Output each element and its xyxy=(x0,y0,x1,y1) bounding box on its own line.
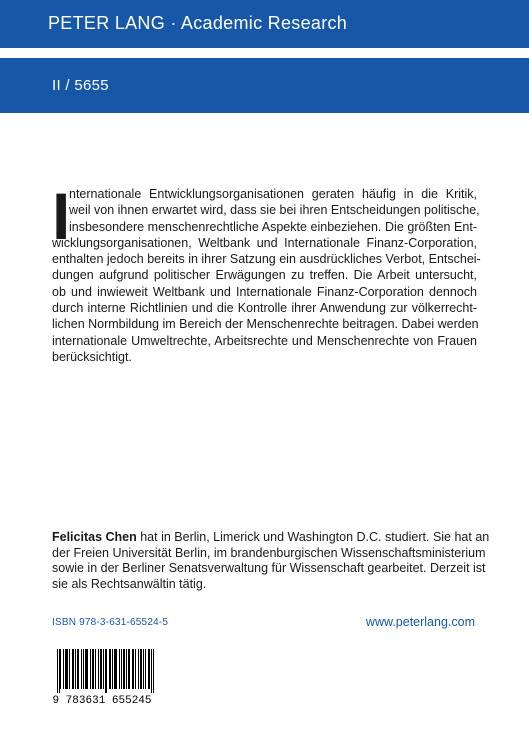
barcode-bar xyxy=(85,649,86,689)
barcode-bar xyxy=(132,649,133,689)
publisher-name: PETER LANG · Academic Research xyxy=(48,13,348,33)
barcode-bar xyxy=(116,649,117,689)
abstract-line: berücksichtigt. xyxy=(52,349,132,364)
barcode-bar xyxy=(81,649,82,689)
barcode-bar xyxy=(100,649,101,689)
barcode-bar xyxy=(65,649,66,689)
barcode-bar xyxy=(112,649,113,689)
barcode-bar xyxy=(119,649,120,689)
barcode-bar xyxy=(128,649,129,689)
barcode-bar xyxy=(105,649,106,693)
header-band xyxy=(0,0,529,48)
barcode-bar xyxy=(106,649,107,693)
barcode-bar xyxy=(140,649,141,689)
barcode-bar xyxy=(103,649,104,689)
abstract-line: dungen aufgrund politischer Erwägungen zu treffen. Die Arbeit untersucht, xyxy=(52,268,477,283)
barcode-bar xyxy=(66,649,67,689)
abstract-line: lichen Normbildung im Bereich der Menschenrechte beitragen. Dabei werden xyxy=(52,317,479,332)
abstract-line: wicklungsorganisationen, Weltbank und Internationale Finanz-Corporation, xyxy=(52,235,477,250)
barcode-bar xyxy=(59,649,60,693)
barcode-bar xyxy=(87,649,88,689)
barcode-bar xyxy=(83,649,84,689)
barcode-bar xyxy=(121,649,122,689)
barcode-bar xyxy=(86,649,87,689)
author-bio-line xyxy=(52,530,490,546)
author-bio-text: hat in Berlin, Limerick und Washington D.C. studiert. Sie hat an xyxy=(136,530,490,544)
barcode-bar xyxy=(72,649,73,689)
barcode-bar xyxy=(141,649,142,689)
barcode-bar xyxy=(126,649,127,689)
barcode-bar xyxy=(95,649,96,689)
barcode-bar xyxy=(143,649,144,689)
author-bio xyxy=(52,530,490,592)
barcode-bar xyxy=(109,649,110,689)
author-bio-line: sie als Rechtsanwältin tätig. xyxy=(52,576,207,591)
barcode-bar xyxy=(149,649,150,689)
barcode-graphic xyxy=(49,647,155,705)
barcode-bar xyxy=(60,649,61,689)
barcode-bar xyxy=(135,649,136,689)
barcode-bar xyxy=(133,649,134,689)
barcode-bar xyxy=(90,649,91,689)
barcode-bar xyxy=(92,649,93,689)
abstract-line: nternationale Entwicklungsorganisationen geraten häufig in die Kritik, xyxy=(69,187,477,201)
barcode-bar xyxy=(129,649,130,689)
barcode-digits: 9 783631 655245 xyxy=(52,695,152,705)
series-band xyxy=(0,58,529,113)
barcode-bar xyxy=(67,649,68,689)
abstract-line: ob und inwieweit Weltbank und Internationale Finanz-Corporation dennoch xyxy=(52,284,477,299)
abstract-line: weil von ihnen erwartet wird, dass sie bei ihren Entscheidungen politische, xyxy=(69,203,480,218)
series-number: II / 5655 xyxy=(52,77,109,94)
barcode-bar xyxy=(57,649,58,693)
author-name: Felicitas Chen xyxy=(52,530,137,544)
abstract-text xyxy=(52,179,481,365)
barcode-bar xyxy=(138,649,139,689)
abstract-line: enthalten jedoch bereits in ihrer Satzung ein ausdrückliches Verbot, Entschei- xyxy=(52,252,481,267)
barcode xyxy=(49,647,155,705)
abstract-drop-cap: I xyxy=(52,179,71,253)
barcode-bar xyxy=(153,649,154,693)
barcode-bar xyxy=(124,649,125,689)
barcode-bar xyxy=(148,649,149,689)
barcode-bar xyxy=(93,649,94,689)
barcode-bar xyxy=(110,649,111,689)
barcode-bar xyxy=(115,649,116,689)
header-divider xyxy=(0,48,529,58)
abstract-line: insbesondere menschenrechtliche Aspekte einbeziehen. Die größten Ent- xyxy=(69,219,477,234)
barcode-bar xyxy=(73,649,74,689)
barcode-bar xyxy=(101,649,102,689)
barcode-bar xyxy=(98,649,99,689)
barcode-bar xyxy=(78,649,79,689)
barcode-bar xyxy=(151,649,152,693)
abstract-line: internationale Umweltrechte, Arbeitsrechte und Menschenrechte von Frauen xyxy=(52,333,477,348)
abstract-line: durch interne Richtlinien und die Kontrolle ihrer Anwendung zur völkerrecht- xyxy=(52,301,477,316)
barcode-bar xyxy=(114,649,115,689)
barcode-bar xyxy=(145,649,146,689)
author-bio-line: sowie in der Berliner Senatsverwaltung für Wissenschaft gearbeitet. Derzeit ist xyxy=(52,561,486,575)
barcode-bar xyxy=(75,649,76,689)
isbn-number: ISBN 978-3-631-65524-5 xyxy=(52,617,169,628)
barcode-bar xyxy=(69,649,70,689)
publisher-website-link[interactable]: www.peterlang.com xyxy=(365,615,475,629)
barcode-bar xyxy=(77,649,78,689)
author-bio-line: der Freien Universität Berlin, im brandenburgischen Wissenschaftsministerium xyxy=(52,545,486,560)
barcode-bar xyxy=(123,649,124,689)
barcode-bar xyxy=(63,649,64,689)
